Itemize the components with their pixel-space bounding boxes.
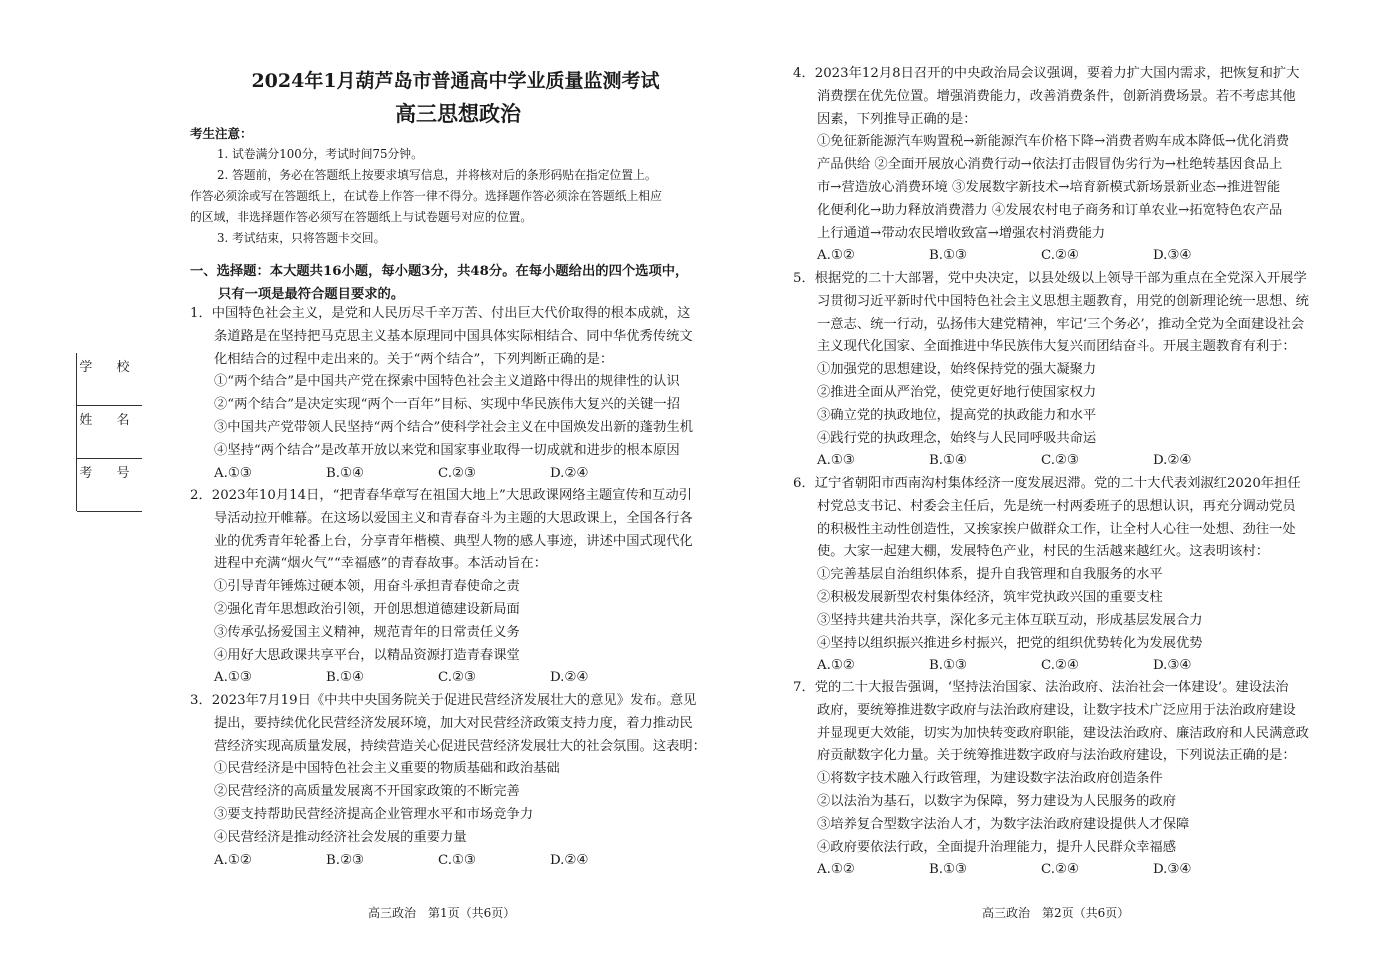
question-3: 3．2023年7月19日《中共中央国务院关于促进民营经济发展壮大的意见》发布。意见 提出，要持续优化民营经济发展环境，加大对民营经济政策支持力度，着力推动民 营经济实现高质量发展，持续营造关心促进民营经济发展壮大的社会氛围。这表明： ①民营经济是中国特色社会主义重要的物质基础和政治基础 ②民营经济的高质量发展离不开国家政策的不断完善 ③要支持帮助民营经济提高企业管理水平和市场竞争力 ④民营经济是推动经济社会发展的重要力量 A.①② B.②③ C.①③ D.②④: [190, 690, 722, 872]
option-c: C.②③: [438, 670, 476, 686]
notice-heading: 考生注意：: [190, 126, 253, 141]
option-a: A.①②: [817, 658, 855, 674]
question-5: 5．根据党的二十大部署，党中央决定，以县处级以上领导干部为重点在全党深入开展学 习贯彻习近平新时代中国特色社会主义思想主题教育，用党的创新理论统一思想、统 一意志、统一行动，弘扬伟大建党精神，牢记‘三个务必’，推动全党为全面建设社会 主义现代化国家、全面推进中华民族伟大复兴而团结奋斗。开展主题教育有利于： ①加强党的思想建设，始终保持党的强大凝聚力 ②推进全面从严治党，使党更好地行使国家权力 ③确立党的执政地位，提高党的执政能力和水平 ④践行党的执政理念，始终与人民同呼吸共命运 A.①③ B.①④ C.②③ D.②④: [793, 268, 1353, 473]
question-7: 7．党的二十大报告强调，‘坚持法治国家、法治政府、法治社会一体建设’。建设法治 政府，要统筹推进数字政府与法治政府建设，让数字技术广泛应用于法治政府建设 并显现更大效能，切实为加快转变政府职能，建设法治政府、廉洁政府和人民满意政 府贡献数字化力量。关于统筹推进数字政府与法治政府建设，下列说法正确的是： ①将数字技术融入行政管理，为建设数字法治政府创造条件 ②以法治为基石，以数字为保障，努力建设为人民服务的政府 ③培养复合型数字法治人才，为数字法治政府建设提供人才保障 ④政府要依法行政，全面提升治理能力，提升人民群众幸福感 A.①② B.①③ C.②④ D.③④: [793, 677, 1353, 882]
notice-line: 1. 试卷满分100分，考试时间75分钟。: [217, 147, 423, 161]
option-c: C.①③: [438, 852, 476, 868]
notice-line: 作答必须涂或写在答题纸上，在试卷上作答一律不得分。选择题作答必须涂在答题纸上相应: [190, 189, 662, 203]
answer-options: [793, 859, 1353, 882]
option-b: B.①④: [326, 670, 364, 686]
answer-options: [793, 450, 1353, 473]
option-a: A.①②: [214, 852, 252, 868]
option-c: C.②③: [1041, 453, 1079, 469]
section-heading: 一、选择题：本大题共16小题，每小题3分，共48分。在每小题给出的四个选项中， 只有一项是最符合题目要求的。: [190, 264, 689, 302]
option-a: A.①③: [817, 453, 855, 469]
name-field[interactable]: 姓 名: [77, 406, 142, 459]
exam-title: 2024年1月葫芦岛市普通高中学业质量监测考试: [251, 70, 660, 92]
option-a: A.①②: [817, 248, 855, 264]
option-d: D.③④: [1153, 862, 1192, 878]
exam-subject: 高三思想政治: [395, 101, 521, 126]
exam-number-field[interactable]: 考 号: [77, 459, 142, 512]
question-4: 4．2023年12月8日召开的中央政治局会议强调，要着力扩大国内需求，把恢复和扩大 消费摆在优先位置。增强消费能力，改善消费条件，创新消费场景。若不考虑其他 因素，下列推导正确的是： ①免征新能源汽车购置税→新能源汽车价格下降→消费者购车成本降低→优化消费 产品供给 ②全面开展放心消费行动→依法打击假冒伪劣行为→杜绝转基因食品上 市→营造放心消费环境 ③发展数字新技术→培育新模式新场景新业态→推进智能 化便利化→助力释放消费潜力 ④发展农村电子商务和订单农业→拓宽特色农产品 上行通道→带动农民增收致富→增强农村消费能力 A.①② B.①③ C.②④ D.③④: [793, 63, 1353, 268]
answer-options: [190, 850, 722, 873]
option-d: D.③④: [1153, 658, 1192, 674]
page-footer-1: 高三政治 第1页（共6页）: [368, 906, 516, 920]
option-c: C.②③: [438, 465, 476, 481]
option-b: B.①③: [929, 658, 967, 674]
option-b: B.①③: [929, 248, 967, 264]
student-id-box: [76, 353, 142, 511]
notice-line: 2. 答题前，务必在答题纸上按要求填写信息，并将核对后的条形码贴在指定位置上。: [217, 168, 657, 182]
option-d: D.②④: [1153, 453, 1192, 469]
option-b: B.②③: [326, 852, 364, 868]
option-b: B.①④: [326, 465, 364, 481]
option-d: D.②④: [550, 852, 589, 868]
answer-options: [190, 463, 722, 486]
notice-line: 3. 考试结束，只将答题卡交回。: [217, 231, 386, 245]
option-b: B.①④: [929, 453, 967, 469]
answer-options: [793, 655, 1353, 678]
question-6: 6．辽宁省朝阳市西南沟村集体经济一度发展迟滞。党的二十大代表刘淑红2020年担任 村党总支书记、村委会主任后，先是统一村两委班子的思想认识，再充分调动党员 的积极性主动性创造性，又挨家挨户做群众工作，让全村人心往一处想、劲往一处 使。大家一起建大棚，发展特色产业，村民的生活越来越红火。这表明该村： ①完善基层自治组织体系，提升自我管理和自我服务的水平 ②积极发展新型农村集体经济，筑牢党执政兴国的重要支柱 ③坚持共建共治共享，深化多元主体互联互动，形成基层发展合力 ④坚持以组织振兴推进乡村振兴，把党的组织优势转化为发展优势 A.①② B.①③ C.②④ D.③④: [793, 473, 1353, 678]
notice-line: 的区域，非选择题作答必须写在答题纸上与试卷题号对应的位置。: [190, 210, 533, 224]
page-footer-2: 高三政治 第2页（共6页）: [982, 906, 1130, 920]
answer-options: [793, 245, 1353, 268]
option-d: D.②④: [550, 670, 589, 686]
option-d: D.②④: [550, 465, 589, 481]
option-a: A.①③: [214, 670, 252, 686]
option-d: D.③④: [1153, 248, 1192, 264]
option-c: C.②④: [1041, 658, 1079, 674]
option-c: C.②④: [1041, 248, 1079, 264]
option-a: A.①③: [214, 465, 252, 481]
answer-options: [190, 667, 722, 690]
option-a: A.①②: [817, 862, 855, 878]
option-b: B.①③: [929, 862, 967, 878]
question-1: 1．中国特色社会主义，是党和人民历尽千辛万苦、付出巨大代价取得的根本成就，这 条道路是在坚持把马克思主义基本原理同中国具体实际相结合、同中华优秀传统文 化相结合的过程中走出来的。关于“两个结合”，下列判断正确的是： ①“两个结合”是中国共产党在探索中国特色社会主义道路中得出的规律性的认识 ②“两个结合”是决定实现“两个一百年”目标、实现中华民族伟大复兴的关键一招 ③中国共产党带领人民坚持“两个结合”使科学社会主义在中国焕发出新的蓬勃生机 ④坚持“两个结合”是改革开放以来党和国家事业取得一切成就和进步的根本原因 A.①③ B.①④ C.②③ D.②④: [190, 303, 722, 485]
question-2: 2．2023年10月14日，“把青春华章写在祖国大地上”大思政课网络主题宣传和互动引 导活动拉开帷幕。在这场以爱国主义和青春奋斗为主题的大思政课上，全国各行各 业的优秀青年轮番上台，分享青年楷模、典型人物的感人事迹，讲述中国式现代化 进程中充满“烟火气”“幸福感”的青春故事。本活动旨在： ①引导青年锤炼过硬本领，用奋斗承担青春使命之责 ②强化青年思想政治引领，开创思想道德建设新局面 ③传承弘扬爱国主义精神，规范青年的日常责任义务 ④用好大思政课共享平台，以精品资源打造青春课堂 A.①③ B.①④ C.②③ D.②④: [190, 485, 722, 690]
option-c: C.②④: [1041, 862, 1079, 878]
school-field[interactable]: 学 校: [77, 353, 142, 406]
